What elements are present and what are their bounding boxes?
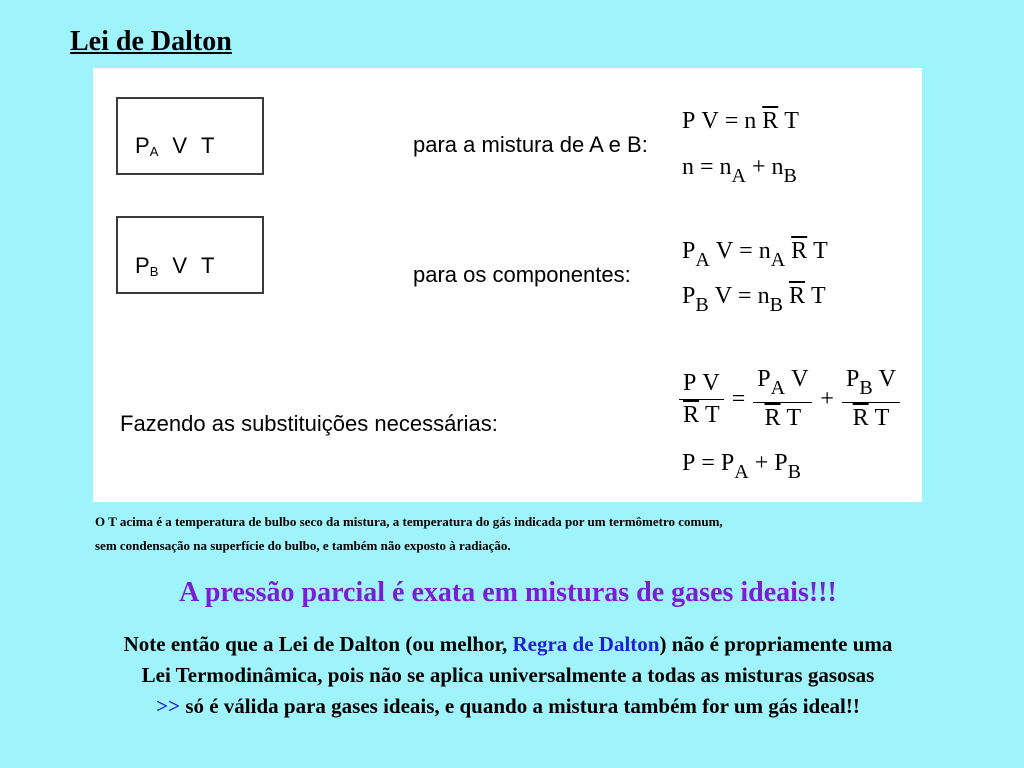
closing-line-3: [20, 691, 996, 722]
state-a-subscript: A: [149, 144, 159, 159]
page-title: Lei de Dalton: [70, 26, 232, 57]
mixture-b-state-box: [116, 216, 264, 294]
state-b-volume: V: [172, 253, 188, 278]
note-line-1: O T acima é a temperatura de bulbo seco da mistura, a temperatura do gás indicada por um termômetro comum,: [95, 514, 723, 529]
note-line-2: sem condensação na superfície do bulbo, e também não exposto à radiação.: [95, 538, 511, 553]
fraction-term-b: $\frac{P_B V}{\overline{R} T}$: [842, 366, 900, 432]
closing-paragraph: [20, 629, 996, 722]
component-b-equation: $P_B$ $V = n_B$ $\overline{R}$ T: [682, 283, 826, 316]
mixture-label: para a mistura de A e B:: [413, 132, 648, 157]
state-b-variables: [135, 253, 215, 279]
fraction-lhs: $\frac{\text{P V}}{\overline{R} T}$: [679, 370, 724, 429]
component-a-equation: $P_A$ $V = n_A$ $\overline{R}$ T: [682, 238, 828, 271]
next-arrow-link[interactable]: >>: [156, 694, 181, 718]
fraction-term-a: $\frac{P_A V}{\overline{R} T}$: [753, 366, 812, 432]
partial-pressure-headline: A pressão parcial é exata em misturas de gases ideais!!!: [179, 577, 837, 608]
fraction-sum-equation: $\frac{\text{P V}}{\overline{R} T}$ = $\frac{P_A V}{\overline{R} T}$ + $\frac{P_B V}{\overline{R} T}$: [679, 366, 900, 432]
mixture-a-state-box: [116, 97, 264, 175]
temperature-note: [95, 510, 935, 558]
diagram-panel: [93, 68, 922, 502]
closing-text-3: só é válida para gases ideais, e quando a mistura também for um gás ideal!!: [180, 694, 860, 718]
closing-text-1: Note então que a Lei de Dalton (ou melhor,: [123, 632, 513, 656]
components-label: para os componentes:: [413, 262, 631, 287]
mixture-ideal-gas-equation: P V = n $\overline{R}$ T: [682, 108, 799, 134]
state-a-variables: [135, 133, 215, 159]
state-b-pressure: P: [135, 253, 150, 278]
state-a-temperature: T: [201, 133, 215, 158]
regra-de-dalton-link[interactable]: Regra de Dalton: [512, 632, 660, 656]
closing-line-1: [20, 629, 996, 660]
mole-sum-equation: $n = n_A + n_B$: [682, 154, 797, 187]
closing-text-2: ) não é propriamente uma: [659, 632, 893, 656]
state-a-pressure: P: [135, 133, 150, 158]
state-b-subscript: B: [149, 264, 159, 279]
pressure-sum-equation: $P = P_A + P_B$: [682, 450, 801, 483]
state-b-temperature: T: [201, 253, 215, 278]
closing-line-2: Lei Termodinâmica, pois não se aplica universalmente a todas as misturas gasosas: [141, 663, 875, 687]
state-a-volume: V: [172, 133, 188, 158]
substitutions-label: Fazendo as substituições necessárias:: [120, 411, 498, 436]
